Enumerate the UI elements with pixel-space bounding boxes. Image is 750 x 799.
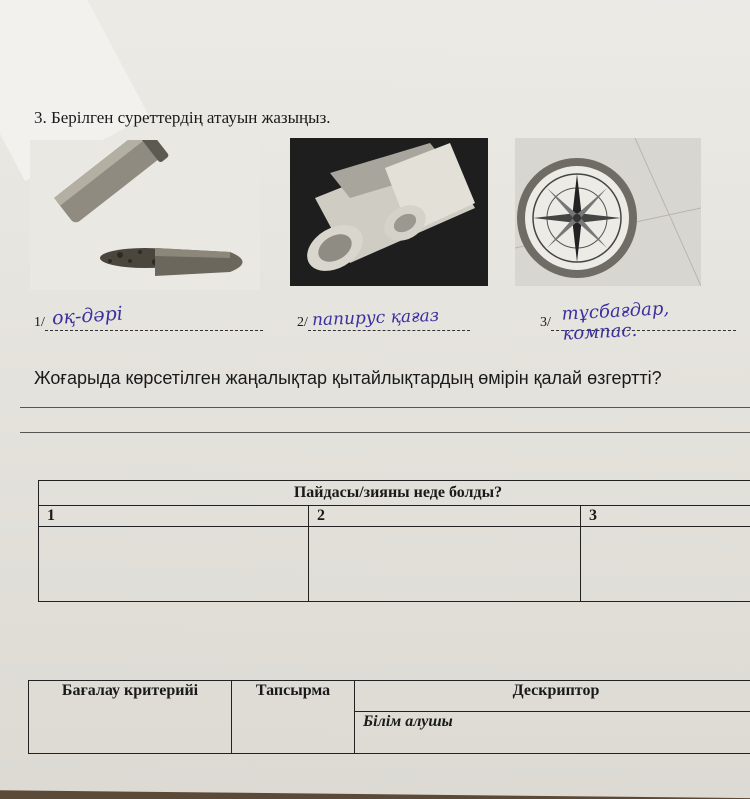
answer-line-2	[20, 432, 750, 433]
assessment-criteria-header: Бағалау критерийі	[29, 681, 232, 754]
answer-3-prefix: 3/	[540, 315, 551, 330]
assessment-task-header: Тапсырма	[232, 681, 355, 754]
question-text: Берілген суреттердің атауын жазыңыз.	[51, 108, 331, 127]
question-title	[34, 108, 331, 128]
answer-2-handwriting: папирус қағаз	[312, 306, 440, 330]
question-number: 3.	[34, 108, 47, 127]
benefits-table-header: Пайдасы/зияны неде болды?	[39, 481, 750, 506]
answer-1-prefix: 1/	[34, 315, 45, 330]
question-2: Жоғарыда көрсетілген жаңалықтар қытайлықтардың өмірін қалай өзгертті?	[34, 368, 662, 389]
answer-3-handwriting: тұсбағдар, компас.	[561, 295, 743, 344]
benefits-col-2: 2	[309, 506, 581, 527]
benefits-cell-3	[581, 527, 750, 602]
compass-image	[515, 138, 701, 286]
benefits-cell-2	[309, 527, 581, 602]
assessment-table	[28, 680, 750, 754]
paper-scroll-image	[290, 138, 488, 286]
assessment-learner-subheader: Білім алушы	[355, 712, 750, 754]
benefits-table	[38, 480, 750, 602]
answer-line-1	[20, 407, 750, 408]
answer-1-handwriting: оқ-дәрі	[51, 303, 123, 330]
benefits-cell-1	[39, 527, 309, 602]
assessment-descriptor-header: Дескриптор	[355, 681, 750, 712]
answer-2-prefix: 2/	[297, 315, 308, 330]
benefits-col-1: 1	[39, 506, 309, 527]
gunpowder-image	[30, 140, 260, 290]
benefits-col-3: 3	[581, 506, 750, 527]
